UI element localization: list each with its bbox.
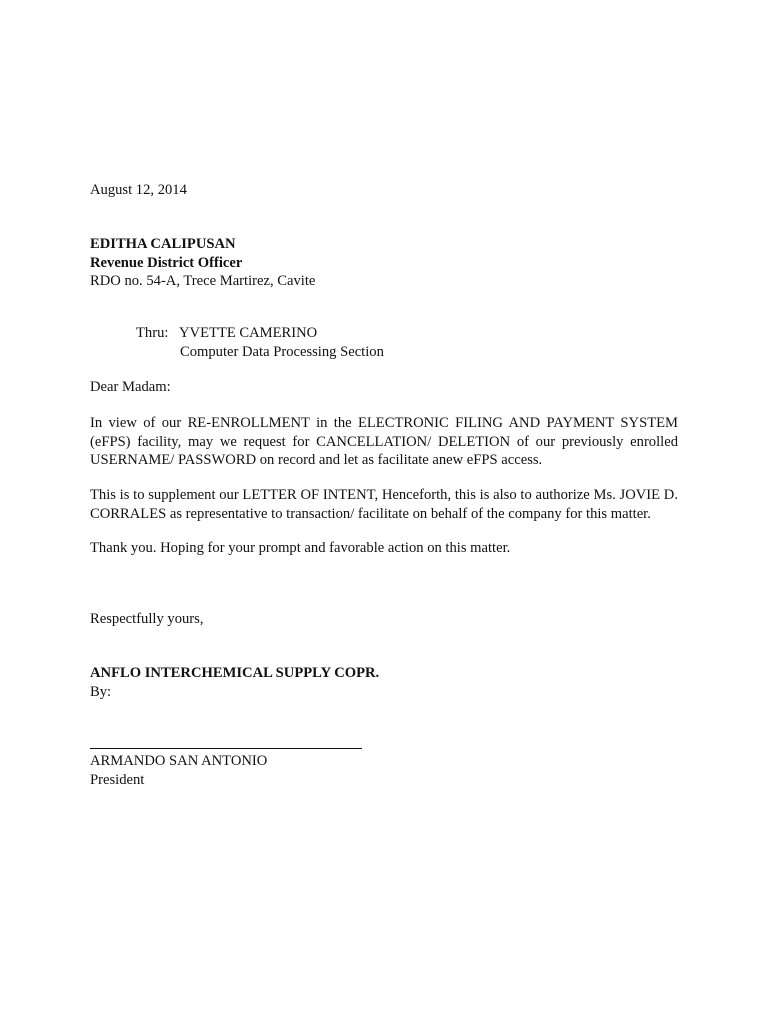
thru-name: YVETTE CAMERINO <box>179 325 318 341</box>
salutation: Dear Madam: <box>90 379 171 395</box>
thru-section: Computer Data Processing Section <box>180 343 384 360</box>
thru-line <box>136 324 636 343</box>
recipient-address: RDO no. 54-A, Trece Martirez, Cavite <box>90 273 316 289</box>
recipient-title: Revenue District Officer <box>90 254 243 271</box>
company-name: ANFLO INTERCHEMICAL SUPPLY COPR. <box>90 665 380 681</box>
by-label: By: <box>90 683 112 700</box>
signatory-name: ARMANDO SAN ANTONIO <box>90 753 268 769</box>
recipient-name: EDITHA CALIPUSAN <box>90 236 236 252</box>
signatory-title: President <box>90 771 145 788</box>
thru-label: Thru: <box>136 325 169 341</box>
letter-date: August 12, 2014 <box>90 182 187 198</box>
body-paragraph-3: Thank you. Hoping for your prompt and favorable action on this matter. <box>90 540 511 556</box>
signature-line <box>90 748 362 749</box>
body-paragraph-1: In view of our RE-ENROLLMENT in the ELECTRONIC FILING AND PAYMENT SYSTEM (eFPS) facility, may we request for CANCELLATION/ DELETION of our previously enrolled USERNAME/ PASSWORD on record and let as facilitate anew eFPS access. <box>90 415 678 468</box>
closing: Respectfully yours, <box>90 611 204 627</box>
body-paragraph-2: This is to supplement our LETTER OF INTENT, Henceforth, this is also to authorize Ms. JOVIE D. CORRALES as representative to transaction/ facilitate on behalf of the company for this matter. <box>90 487 678 522</box>
